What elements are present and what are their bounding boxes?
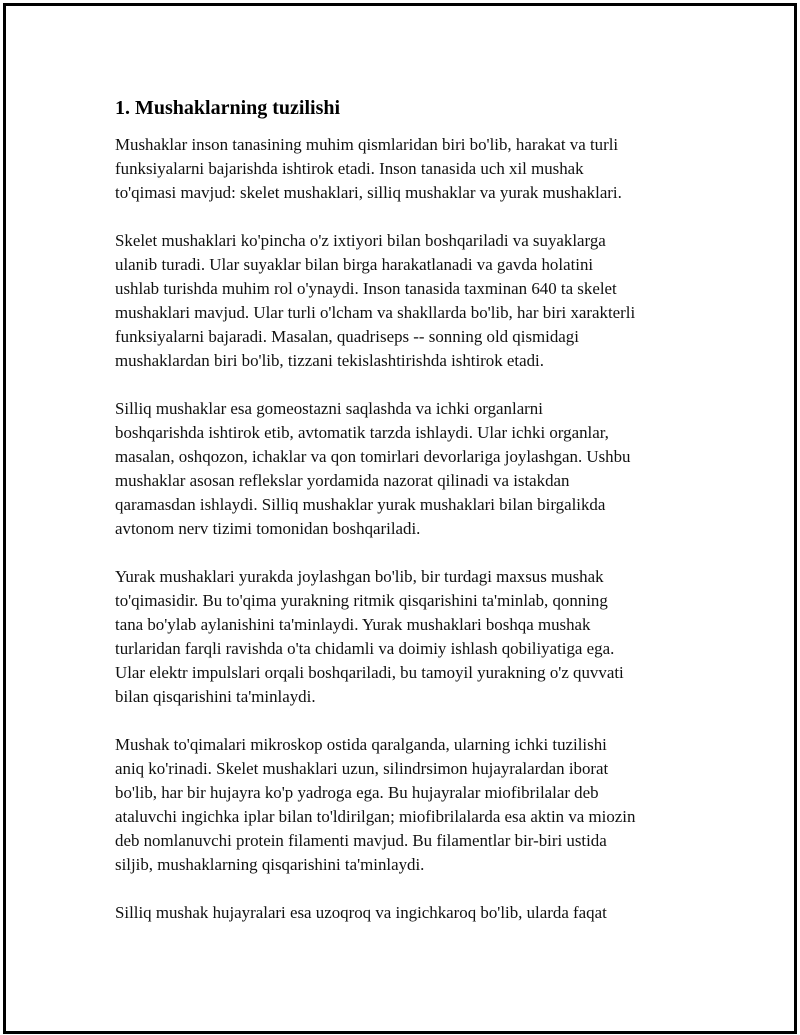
section-heading: 1. Mushaklarning tuzilishi: [115, 97, 341, 119]
paragraph-smooth-muscles: Silliq mushaklar esa gomeostazni saqlashda va ichki organlarni boshqarishda ishtirok etib, avtomatik tarzda ishlaydi. Ular ichki organlar, masalan, oshqozon, ichaklar va qon tomirlari devorlariga joylashgan. Ushbu mushaklar asosan reflekslar yordamida nazorat qilinadi va istakdan qaramasdan ishlaydi. Silliq mushaklar yurak mushaklari bilan birgalikda avtonom nerv tizimi tomonidan boshqariladi.: [115, 398, 631, 539]
paragraph-skeletal-muscles: Skelet mushaklari ko'pincha o'z ixtiyori bilan boshqariladi va suyaklarga ulanib turadi. Ular suyaklar bilan birga harakatlanadi va gavda holatini ushlab turishda muhim rol o'ynaydi. Inson tanasida taxminan 640 ta skelet mushaklari mavjud. Ular turli o'lcham va shakllarda bo'lib, har biri xarakterli funksiyalarni bajaradi. Masalan, quadriseps -- sonning old qismidagi mushaklardan biri bo'lib, tizzani tekislashtirishda ishtirok etadi.: [115, 230, 636, 371]
paragraph-smooth-muscle-cells: Silliq mushak hujayralari esa uzoqroq va ingichkaroq bo'lib, ularda faqat: [115, 903, 607, 923]
paragraph-cardiac-muscles: Yurak mushaklari yurakda joylashgan bo'lib, bir turdagi maxsus mushak to'qimasidir. Bu to'qima yurakning ritmik qisqarishini ta'minlab, qonning tana bo'ylab aylanishini ta'minlaydi. Yurak mushaklari boshqa mushak turlaridan farqli ravishda o'ta chidamli va doimiy ishlash qobiliyatiga ega. Ular elektr impulslari orqali boshqariladi, bu tamoyil yurakning o'z quvvati bilan qisqarishini ta'minlaydi.: [115, 566, 624, 707]
document-body: [115, 96, 675, 949]
paragraph-microscopic-structure: Mushak to'qimalari mikroskop ostida qaralganda, ularning ichki tuzilishi aniq ko'rinadi. Skelet mushaklari uzun, silindrsimon hujayralardan iborat bo'lib, har bir hujayra ko'p yadroga ega. Bu hujayralar miofibrilalar deb ataluvchi ingichka iplar bilan to'ldirilgan; miofibrilalarda esa aktin va miozin deb nomlanuvchi protein filamenti mavjud. Bu filamentlar bir-biri ustida siljib, mushaklarning qisqarishini ta'minlaydi.: [115, 734, 636, 875]
paragraph-intro: Mushaklar inson tanasining muhim qismlaridan biri bo'lib, harakat va turli funksiyalarni bajarishda ishtirok etadi. Inson tanasida uch xil mushak to'qimasi mavjud: skelet mushaklari, silliq mushaklar va yurak mushaklari.: [115, 135, 622, 203]
